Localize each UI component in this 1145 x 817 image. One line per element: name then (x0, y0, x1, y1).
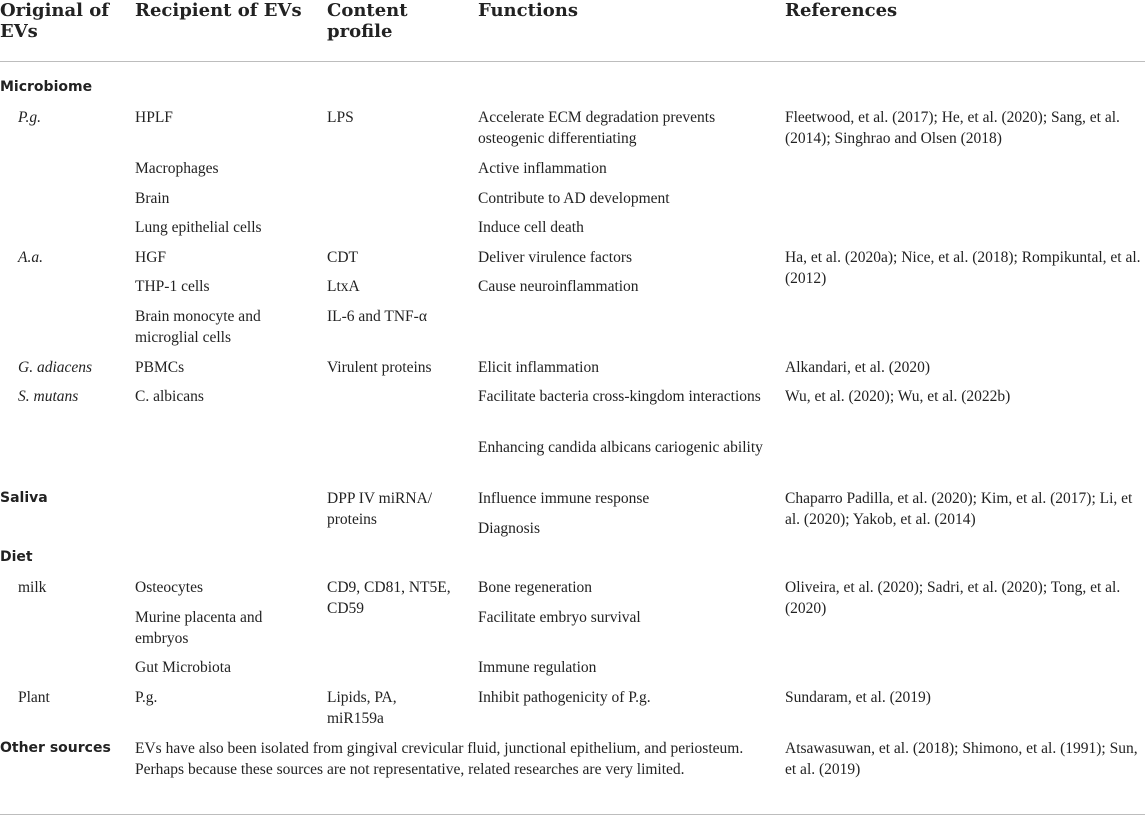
recipient-brain: Brain (135, 190, 170, 207)
content-il6-tnf: IL-6 and TNF-α (327, 308, 427, 325)
header-content: Content profile (327, 0, 408, 42)
references-saliva: Chaparro Padilla, et al. (2020); Kim, et al. (2017); Li, et al. (2020); Yakob, et al. (2014) (785, 490, 1133, 528)
recipient-lung-epithelial: Lung epithelial cells (135, 219, 262, 236)
content-cd-markers: CD9, CD81, NT5E, CD59 (327, 579, 451, 617)
function-cell-death: Induce cell death (478, 219, 584, 236)
recipient-pg: P.g. (135, 689, 158, 706)
origin-pg: P.g. (18, 109, 41, 126)
origin-ga: G. adiacens (18, 359, 93, 376)
header-functions: Functions (478, 0, 578, 21)
function-inhibit-pathogenicity: Inhibit pathogenicity of P.g. (478, 689, 651, 706)
function-immune-response: Influence immune response (478, 490, 650, 507)
content-cdt: CDT (327, 249, 358, 266)
content-lps: LPS (327, 109, 354, 126)
recipient-osteocytes: Osteocytes (135, 579, 204, 596)
header-rule (0, 61, 1145, 62)
section-saliva: Saliva (0, 490, 48, 506)
recipient-hplf: HPLF (135, 109, 173, 126)
header-recipient: Recipient of EVs (135, 0, 302, 21)
function-active-inflammation: Active inflammation (478, 160, 607, 177)
references-ga: Alkandari, et al. (2020) (785, 359, 931, 376)
other-sources-description: EVs have also been isolated from gingival crevicular fluid, junctional epithelium, and periosteum. Perhaps because these sources are not representative, related researches are very limited. (135, 740, 744, 778)
references-plant: Sundaram, et al. (2019) (785, 689, 931, 706)
recipient-calbicans: C. albicans (135, 388, 204, 405)
recipient-hgf: HGF (135, 249, 167, 266)
references-sm: Wu, et al. (2020); Wu, et al. (2022b) (785, 388, 1011, 405)
content-ltxa: LtxA (327, 278, 360, 295)
recipient-gut-microbiota: Gut Microbiota (135, 659, 231, 676)
recipient-macrophages: Macrophages (135, 160, 219, 177)
recipient-murine-placenta: Murine placenta and embryos (135, 609, 263, 647)
function-neuroinflammation: Cause neuroinflammation (478, 278, 639, 295)
bottom-rule (0, 814, 1145, 815)
references-pg: Fleetwood, et al. (2017); He, et al. (2020); Sang, et al. (2014); Singhrao and Olsen (2018) (785, 109, 1120, 147)
content-dpp-iv: DPP IV miRNA/ proteins (327, 490, 433, 528)
header-references: References (785, 0, 898, 21)
section-microbiome: Microbiome (0, 79, 93, 95)
recipient-brain-monocyte: Brain monocyte and microglial cells (135, 308, 261, 346)
function-immune-regulation: Immune regulation (478, 659, 597, 676)
references-milk: Oliveira, et al. (2020); Sadri, et al. (2020); Tong, et al. (2020) (785, 579, 1121, 617)
references-aa: Ha, et al. (2020a); Nice, et al. (2018); Rompikuntal, et al. (2012) (785, 249, 1141, 287)
origin-aa: A.a. (18, 249, 43, 266)
function-cariogenic: Enhancing candida albicans cariogenic ability (478, 439, 763, 456)
content-virulent-proteins: Virulent proteins (327, 359, 432, 376)
recipient-pbmcs: PBMCs (135, 359, 185, 376)
function-ad-development: Contribute to AD development (478, 190, 670, 207)
section-diet: Diet (0, 549, 33, 565)
header-origin: Original of EVs (0, 0, 110, 42)
function-bone-regeneration: Bone regeneration (478, 579, 593, 596)
content-lipids: Lipids, PA, miR159a (327, 689, 397, 727)
origin-sm: S. mutans (18, 388, 79, 405)
origin-milk: milk (18, 579, 47, 596)
function-diagnosis: Diagnosis (478, 520, 540, 537)
references-other: Atsawasuwan, et al. (2018); Shimono, et al. (1991); Sun, et al. (2019) (785, 740, 1138, 778)
function-embryo-survival: Facilitate embryo survival (478, 609, 641, 626)
function-cross-kingdom: Facilitate bacteria cross-kingdom interactions (478, 388, 761, 405)
function-virulence: Deliver virulence factors (478, 249, 633, 266)
section-other-sources: Other sources (0, 740, 111, 756)
function-ecm: Accelerate ECM degradation prevents osteogenic differentiating (478, 109, 716, 147)
origin-plant: Plant (18, 689, 50, 706)
function-elicit-inflammation: Elicit inflammation (478, 359, 599, 376)
recipient-thp1: THP-1 cells (135, 278, 210, 295)
